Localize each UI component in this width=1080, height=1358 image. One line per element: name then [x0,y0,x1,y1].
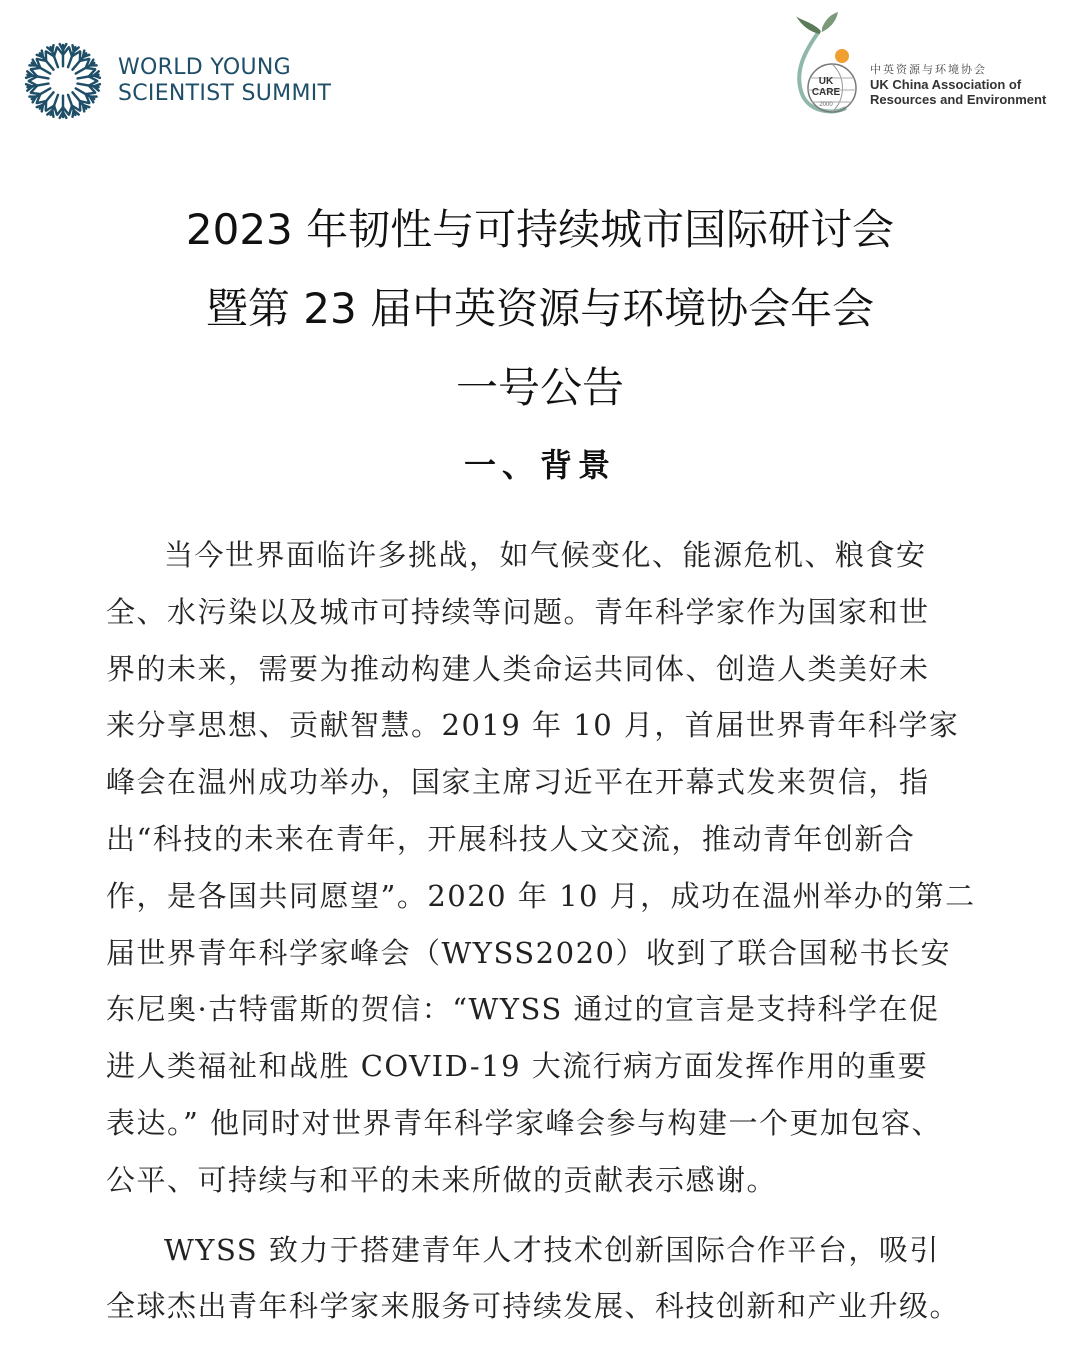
uk-care-en-line2: Resources and Environment [870,92,1047,107]
paragraph-line: 当今世界面临许多挑战，如气候变化、能源危机、粮食安 [164,538,927,572]
paragraph-line: 峰会在温州成功举办，国家主席习近平在开幕式发来贺信，指 [106,765,930,800]
wyss-logo-text [118,55,331,107]
document-header [0,0,1080,140]
title-line-2: 暨第 23 届中英资源与环境协会年会 [205,284,875,333]
paragraph-line: 全球杰出青年科学家来服务可持续发展、科技创新和产业升级。 [106,1289,961,1323]
paragraph-line: 界的未来，需要为推动构建人类命运共同体、创造人类美好未 [106,651,930,686]
paragraph-line: 进人类福祉和战胜 COVID-19 大流行病方面发挥作用的重要 [106,1049,929,1084]
paragraph-background [106,527,976,1209]
paragraph-line: 全、水污染以及城市可持续等问题。青年科学家作为国家和世 [106,594,930,629]
wyss-logo-line1: WORLD YOUNG [118,55,292,80]
uk-care-cn-name: 中英资源与环境协会 [870,63,987,76]
svg-text:UK: UK [818,76,834,87]
paragraph-line: 届世界青年科学家峰会（WYSS2020）收到了联合国秘书长安 [106,935,951,970]
paragraph-line: 表达。” 他同时对世界青年科学家峰会参与构建一个更加包容、 [106,1105,943,1140]
uk-care-en-line1: UK China Association of [870,77,1022,92]
radial-tree-burst-icon [22,40,104,122]
uk-care-globe-sprout-icon [790,12,866,120]
wyss-logo-line2: SCIENTIST SUMMIT [118,81,332,106]
title-line-3: 一号公告 [455,363,624,412]
paragraph-line: 东尼奥·古特雷斯的贺信：“WYSS 通过的宣言是支持科学在促 [106,992,940,1027]
paragraph-line: 出“科技的未来在青年，开展科技人文交流，推动青年创新合 [106,821,916,856]
title-line-1: 2023 年韧性与可持续城市国际研讨会 [185,205,895,254]
svg-text:CARE: CARE [811,87,841,98]
svg-text:2000: 2000 [819,102,833,108]
section-heading-background: 一、背景 [463,446,616,484]
uk-care-logo [790,12,1046,120]
paragraph-line: 公平、可持续与和平的未来所做的贡献表示感谢。 [106,1162,778,1197]
wyss-logo [22,40,331,122]
paragraph-line: 来分享思想、贡献智慧。2019 年 10 月，首届世界青年科学家 [106,708,960,743]
paragraph-line: WYSS 致力于搭建青年人才技术创新国际合作平台，吸引 [164,1233,940,1267]
uk-care-logo-text [870,63,1046,107]
document-title [0,190,1080,427]
paragraph-wyss-mission [106,1222,996,1334]
paragraph-line: 作，是各国共同愿望”。2020 年 10 月，成功在温州举办的第二 [106,878,976,913]
